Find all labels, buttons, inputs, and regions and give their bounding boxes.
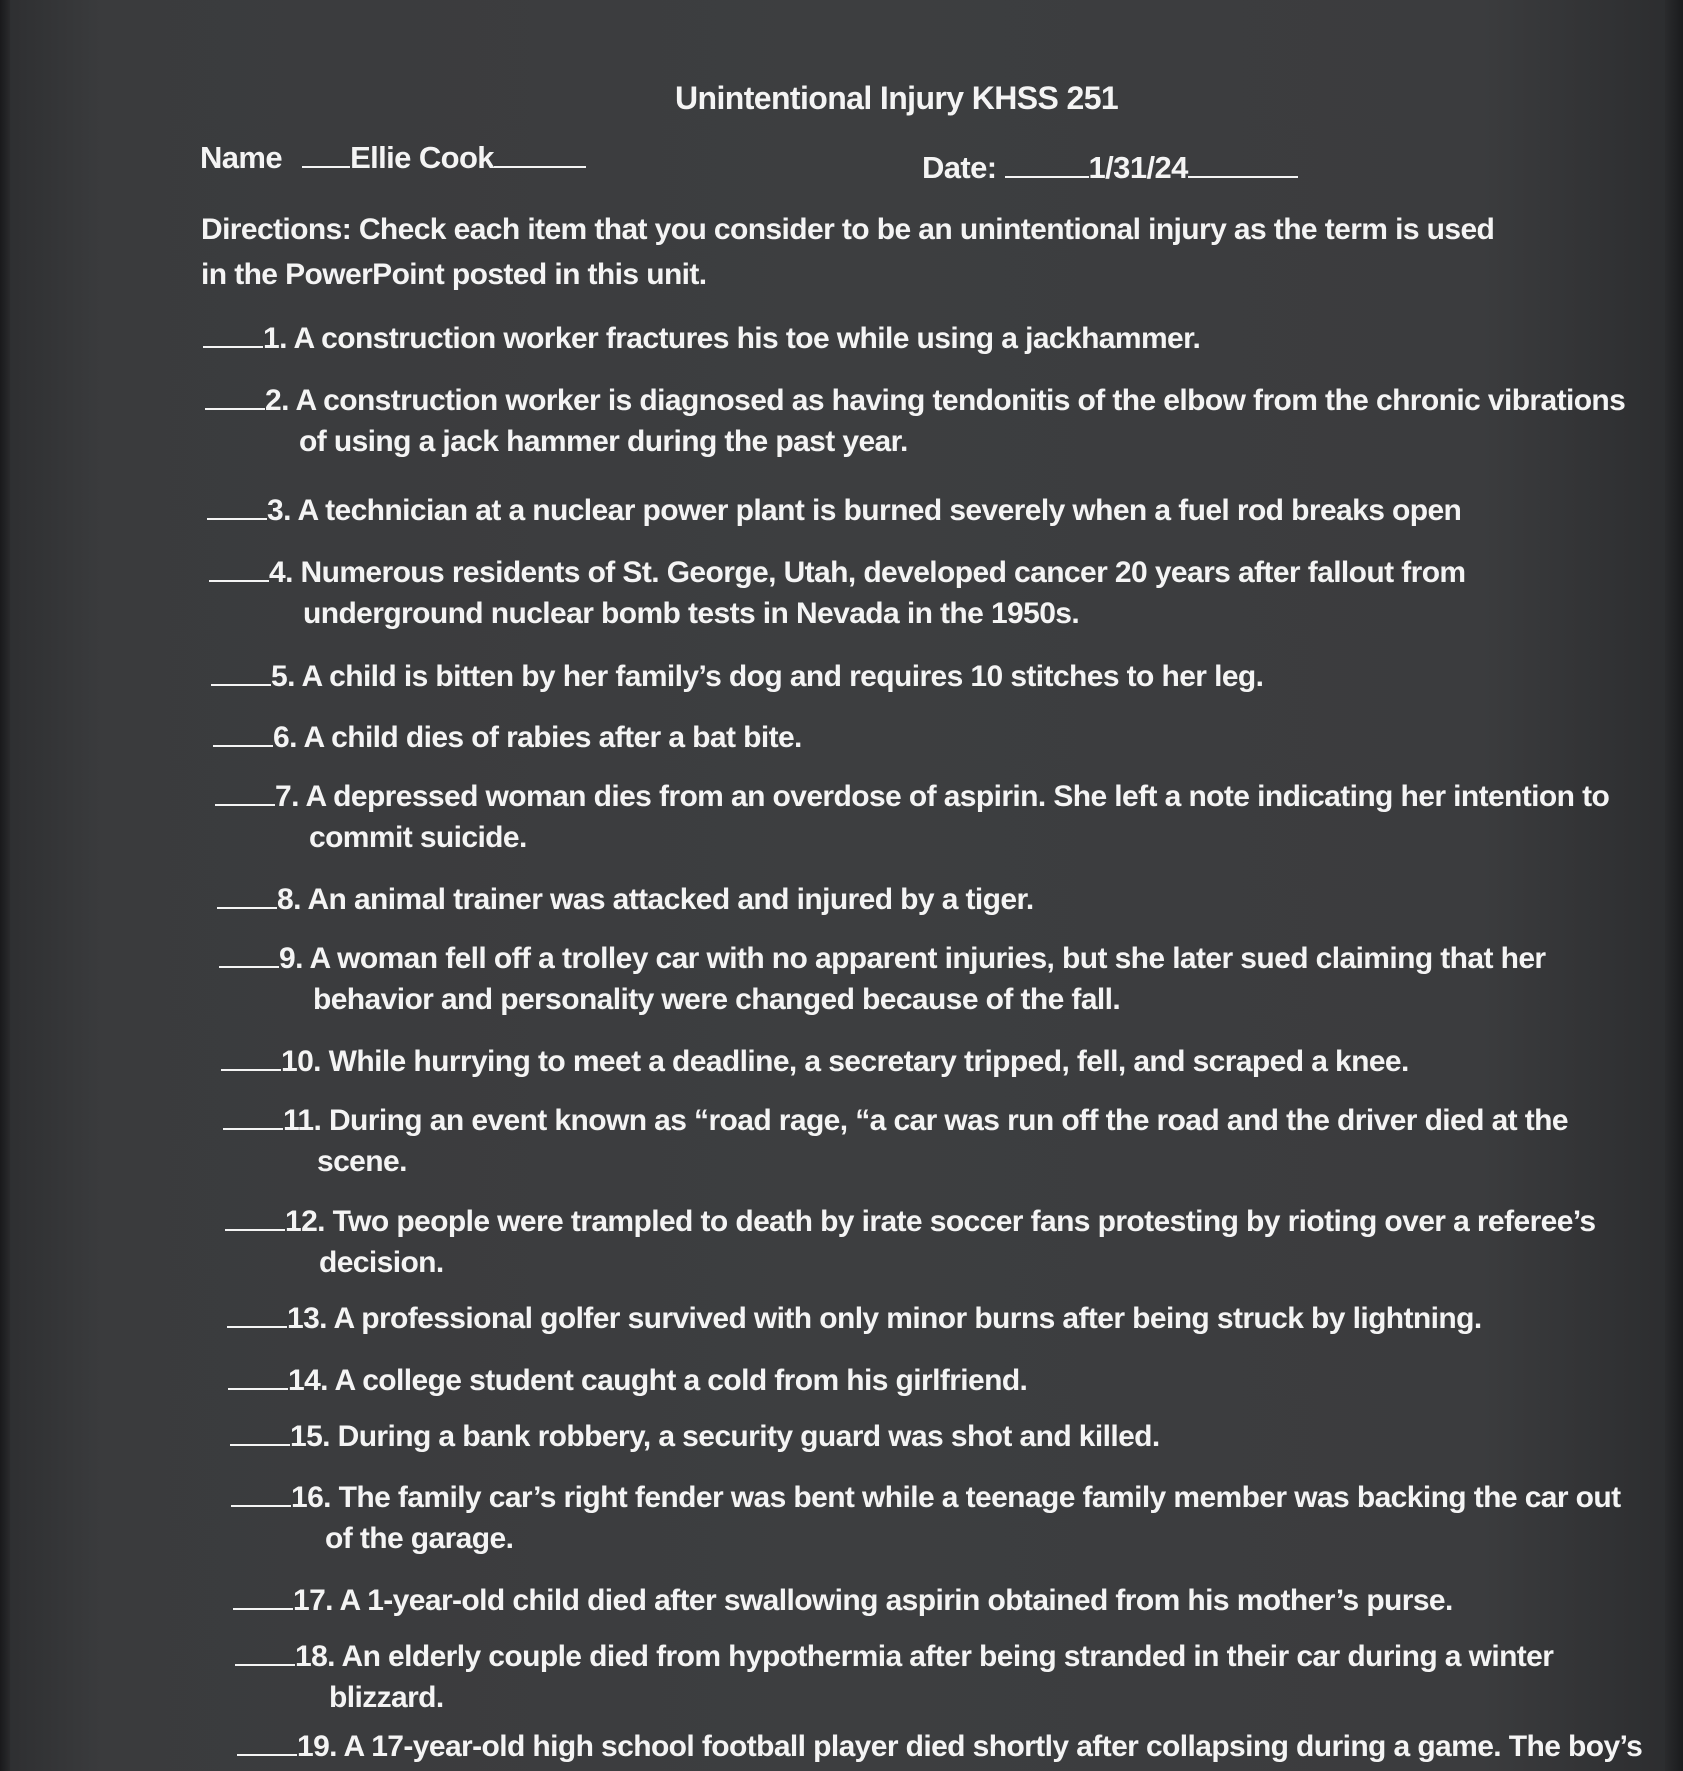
question-text-continued: behavior and personality were changed because of the fall. <box>313 983 1121 1016</box>
answer-blank[interactable] <box>231 1481 291 1507</box>
answer-blank[interactable] <box>209 556 269 582</box>
question-text-continued: scene. <box>317 1145 407 1178</box>
date-value[interactable]: 1/31/24 <box>1088 150 1188 185</box>
question-item <box>215 776 1609 858</box>
question-text-continued: underground nuclear bomb tests in Nevada in the 1950s. <box>303 597 1080 630</box>
name-underline-right <box>494 140 586 168</box>
answer-blank[interactable] <box>235 1640 295 1666</box>
answer-blank[interactable] <box>207 494 267 520</box>
question-text: 7. A depressed woman dies from an overdose of aspirin. She left a note indicating her intention to <box>275 780 1610 813</box>
question-item <box>231 1477 1621 1559</box>
question-item <box>228 1360 1027 1401</box>
answer-blank[interactable] <box>228 1364 288 1390</box>
answer-blank[interactable] <box>211 660 271 686</box>
question-text: 10. While hurrying to meet a deadline, a secretary tripped, fell, and scraped a knee. <box>281 1045 1409 1078</box>
question-text: 17. A 1-year-old child died after swallowing aspirin obtained from his mother’s purse. <box>293 1584 1453 1617</box>
worksheet-title: Unintentional Injury KHSS 251 <box>675 80 1119 116</box>
question-text-continued: commit suicide. <box>309 821 527 854</box>
question-item <box>205 380 1625 462</box>
question-text: 15. During a bank robbery, a security guard was shot and killed. <box>290 1420 1160 1453</box>
question-text: 12. Two people were trampled to death by irate soccer fans protesting by rioting over a referee’s <box>285 1205 1596 1238</box>
date-field <box>922 150 1298 186</box>
question-item <box>233 1580 1453 1621</box>
question-item <box>221 1041 1409 1082</box>
question-text: 18. An elderly couple died from hypothermia after being stranded in their car during a winter <box>295 1640 1554 1673</box>
question-item <box>225 1201 1596 1283</box>
date-underline-left <box>1005 150 1089 178</box>
question-item <box>227 1298 1482 1339</box>
answer-blank[interactable] <box>205 384 265 410</box>
answer-blank[interactable] <box>237 1730 297 1756</box>
answer-blank[interactable] <box>217 883 277 909</box>
question-text: 4. Numerous residents of St. George, Utah, developed cancer 20 years after fallout from <box>269 556 1466 589</box>
question-text-continued: of using a jack hammer during the past year. <box>299 425 908 458</box>
question-text: 19. A 17-year-old high school football player died shortly after collapsing during a game. The boy’s <box>297 1730 1643 1763</box>
question-item <box>213 717 802 758</box>
answer-blank[interactable] <box>215 780 275 806</box>
date-underline-right <box>1188 150 1298 178</box>
question-item <box>207 490 1461 531</box>
question-item <box>230 1416 1160 1457</box>
question-text: 2. A construction worker is diagnosed as having tendonitis of the elbow from the chronic vibrations <box>265 384 1626 417</box>
question-text: 11. During an event known as “road rage, “a car was run off the road and the driver died at the <box>283 1104 1568 1137</box>
question-text-continued: blizzard. <box>329 1681 444 1714</box>
answer-blank[interactable] <box>233 1584 293 1610</box>
name-value[interactable]: Ellie Cook <box>350 140 494 175</box>
question-text: 16. The family car’s right fender was bent while a teenage family member was backing the car out <box>291 1481 1621 1514</box>
date-label: Date: <box>922 150 997 185</box>
question-item <box>203 318 1200 359</box>
answer-blank[interactable] <box>221 1045 281 1071</box>
question-text: 6. A child dies of rabies after a bat bite. <box>273 721 802 754</box>
question-item <box>209 552 1466 634</box>
question-item <box>211 656 1263 697</box>
answer-blank[interactable] <box>213 721 273 747</box>
question-item <box>237 1726 1642 1767</box>
answer-blank[interactable] <box>230 1420 290 1446</box>
question-text: 9. A woman fell off a trolley car with no apparent injuries, but she later sued claiming that her <box>279 942 1546 975</box>
directions-text: Directions: Check each item that you consider to be an unintentional injury as the term is used in the PowerPoint posted in this unit. <box>201 213 1495 291</box>
question-item <box>223 1100 1568 1182</box>
answer-blank[interactable] <box>225 1205 285 1231</box>
answer-blank[interactable] <box>223 1104 283 1130</box>
question-text-continued: decision. <box>319 1246 444 1279</box>
question-text-continued: of the garage. <box>325 1522 514 1555</box>
name-label: Name <box>200 140 283 175</box>
question-item <box>219 938 1546 1020</box>
question-text: 8. An animal trainer was attacked and injured by a tiger. <box>277 883 1034 916</box>
name-underline-left <box>302 140 350 168</box>
answer-blank[interactable] <box>203 322 263 348</box>
name-field <box>200 140 586 176</box>
question-text: 1. A construction worker fractures his toe while using a jackhammer. <box>263 322 1201 355</box>
question-item <box>235 1636 1553 1718</box>
question-text: 3. A technician at a nuclear power plant is burned severely when a fuel rod breaks open <box>267 494 1462 527</box>
question-item <box>217 879 1034 920</box>
answer-blank[interactable] <box>227 1302 287 1328</box>
answer-blank[interactable] <box>219 942 279 968</box>
question-text: 5. A child is bitten by her family’s dog and requires 10 stitches to her leg. <box>271 660 1264 693</box>
question-text: 13. A professional golfer survived with only minor burns after being struck by lightning. <box>287 1302 1482 1335</box>
question-text: 14. A college student caught a cold from his girlfriend. <box>288 1364 1028 1397</box>
